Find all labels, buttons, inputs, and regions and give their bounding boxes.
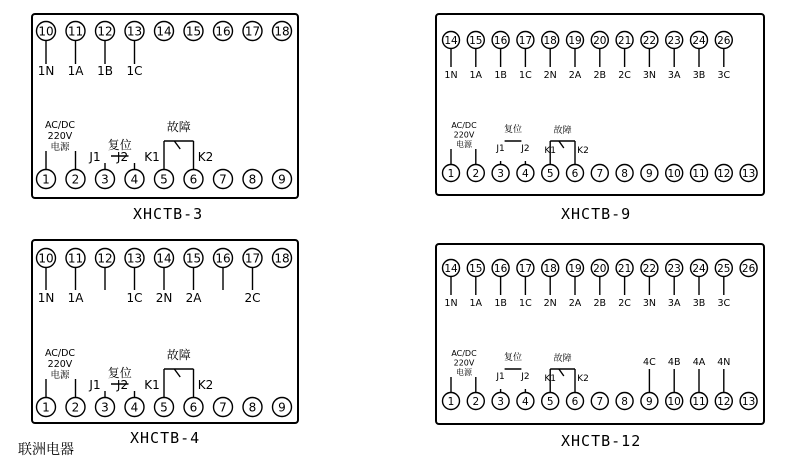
svg-text:1: 1 <box>447 395 455 408</box>
svg-text:6: 6 <box>189 172 198 187</box>
p4-power-label-2: 电源 <box>456 368 472 377</box>
panel-title-xhctb-4: XHCTB-4 <box>130 429 201 447</box>
svg-text:14: 14 <box>156 251 172 266</box>
svg-text:5: 5 <box>160 172 168 187</box>
p1-power-label-1: 220V <box>47 131 73 142</box>
p4-top-terminal-25 <box>715 260 732 277</box>
p4-top-label-14: 1N <box>444 298 458 309</box>
svg-text:10: 10 <box>38 24 54 39</box>
p2-top-terminal-18 <box>542 32 559 49</box>
p3-top-label-15: 2A <box>185 291 202 305</box>
svg-text:20: 20 <box>593 34 607 47</box>
svg-text:6: 6 <box>189 400 198 415</box>
p2-bottom-terminal-12 <box>715 165 732 182</box>
p3-bottom-terminal-2 <box>66 398 85 417</box>
p1-power-label-0: AC/DC <box>44 120 76 131</box>
svg-text:14: 14 <box>444 34 458 47</box>
p3-bottom-terminal-3 <box>96 398 115 417</box>
p4-top-label-25: 3C <box>717 298 731 309</box>
p4-bottom-terminal-13 <box>740 393 757 410</box>
p2-bottom-terminal-4 <box>517 165 534 182</box>
p1-top-label-13: 1C <box>126 64 143 78</box>
p1-top-label-10: 1N <box>37 64 55 78</box>
svg-text:1: 1 <box>42 172 50 187</box>
p1-top-label-12: 1B <box>97 64 113 78</box>
brand-watermark: 联洲电器 <box>18 442 74 458</box>
p4-bottom-terminal-2 <box>467 393 484 410</box>
svg-text:19: 19 <box>568 262 582 275</box>
p1-top-terminal-11 <box>66 22 85 41</box>
p2-top-label-17: 1C <box>519 70 532 81</box>
p1-j2-label: J2 <box>116 150 129 164</box>
svg-text:12: 12 <box>97 251 113 266</box>
p4-bottom-terminal-5 <box>542 393 559 410</box>
svg-text:16: 16 <box>215 24 231 39</box>
p3-power-label-1: 220V <box>47 359 73 370</box>
p4-top-label-16: 1B <box>494 298 507 309</box>
svg-text:17: 17 <box>244 251 261 266</box>
p2-top-label-14: 1N <box>444 70 458 81</box>
p2-power-label-2: 电源 <box>456 140 472 149</box>
p2-top-terminal-24 <box>691 32 708 49</box>
svg-text:24: 24 <box>692 34 706 47</box>
p4-bottom-terminal-7 <box>591 393 608 410</box>
svg-text:25: 25 <box>717 262 731 275</box>
svg-text:10: 10 <box>667 167 681 180</box>
p4-top-terminal-21 <box>616 260 633 277</box>
p4-top-terminal-20 <box>591 260 608 277</box>
svg-text:13: 13 <box>126 24 143 39</box>
p3-top-terminal-14 <box>155 249 174 268</box>
p2-top-label-16: 1B <box>494 70 507 81</box>
p2-bottom-terminal-8 <box>616 165 633 182</box>
svg-text:13: 13 <box>126 251 143 266</box>
p2-top-terminal-16 <box>492 32 509 49</box>
p2-k2-label: K2 <box>577 146 589 156</box>
svg-text:4: 4 <box>522 395 529 408</box>
p4-power-label-0: AC/DC <box>451 349 477 358</box>
svg-text:17: 17 <box>518 262 533 275</box>
svg-text:3: 3 <box>497 395 504 408</box>
p3-power-label-2: 电源 <box>50 370 70 381</box>
svg-text:16: 16 <box>493 262 508 275</box>
svg-text:19: 19 <box>568 34 582 47</box>
svg-text:6: 6 <box>571 395 579 408</box>
svg-text:11: 11 <box>67 24 84 39</box>
svg-text:10: 10 <box>38 251 54 266</box>
p1-fault-switch <box>174 141 180 149</box>
p4-reset-label: 复位 <box>503 353 523 363</box>
panel-title-xhctb-3: XHCTB-3 <box>133 205 204 223</box>
svg-text:26: 26 <box>741 262 756 275</box>
svg-text:13: 13 <box>741 395 756 408</box>
p1-top-terminal-16 <box>214 22 233 41</box>
svg-text:18: 18 <box>274 24 290 39</box>
svg-text:2: 2 <box>71 400 80 415</box>
p2-top-terminal-14 <box>443 32 460 49</box>
svg-text:9: 9 <box>646 395 653 408</box>
p4-top-label-22: 3N <box>642 298 656 309</box>
p2-j2-label: J2 <box>521 144 530 154</box>
p3-power-label-0: AC/DC <box>44 348 76 359</box>
p2-top-label-21: 2C <box>618 70 631 81</box>
p3-top-terminal-10 <box>37 249 56 268</box>
p2-top-terminal-21 <box>616 32 633 49</box>
p4-bottom-terminal-1 <box>443 393 460 410</box>
svg-text:5: 5 <box>546 167 554 180</box>
p4-top-terminal-14 <box>443 260 460 277</box>
p4-top-label-21: 2C <box>618 298 631 309</box>
p4-fault-switch <box>559 369 564 376</box>
p2-bottom-terminal-11 <box>691 165 708 182</box>
svg-text:21: 21 <box>617 34 632 47</box>
p2-top-label-18: 2N <box>543 70 557 81</box>
p4-top-terminal-24 <box>691 260 708 277</box>
p4-top-label-20: 2B <box>593 298 607 309</box>
svg-text:22: 22 <box>642 262 657 275</box>
p4-bottom-terminal-8 <box>616 393 633 410</box>
p4-j2-label: J2 <box>521 372 530 382</box>
svg-text:7: 7 <box>596 167 604 180</box>
panel-title-xhctb-12: XHCTB-12 <box>561 432 642 450</box>
p3-bottom-terminal-8 <box>243 398 262 417</box>
p4-top-label-24: 3B <box>692 298 706 309</box>
p2-bottom-terminal-3 <box>492 165 509 182</box>
svg-text:11: 11 <box>692 395 706 408</box>
p2-top-terminal-22 <box>641 32 658 49</box>
svg-text:16: 16 <box>215 251 231 266</box>
panel-title-xhctb-9: XHCTB-9 <box>561 205 632 223</box>
p2-top-label-19: 2A <box>568 70 582 81</box>
p4-bottom-label-10: 4B <box>667 357 681 368</box>
svg-text:7: 7 <box>219 172 227 187</box>
svg-text:26: 26 <box>717 34 731 47</box>
p2-power-label-1: 220V <box>453 130 475 140</box>
p1-top-terminal-13 <box>125 22 144 41</box>
p1-reset-label: 复位 <box>107 138 132 152</box>
p3-top-terminal-11 <box>66 249 85 268</box>
p1-fault-label: 故障 <box>166 120 191 134</box>
p1-bottom-terminal-1 <box>37 170 56 189</box>
p3-top-terminal-13 <box>125 249 144 268</box>
p3-fault-label: 故障 <box>166 348 191 362</box>
p4-top-terminal-23 <box>666 260 683 277</box>
svg-text:5: 5 <box>160 400 168 415</box>
p3-fault-switch <box>174 369 180 377</box>
svg-text:15: 15 <box>185 251 202 266</box>
svg-text:11: 11 <box>692 167 706 180</box>
p2-power-label-0: AC/DC <box>451 121 477 130</box>
p1-top-terminal-10 <box>37 22 56 41</box>
p4-top-label-18: 2N <box>543 298 557 309</box>
p4-top-terminal-15 <box>467 260 484 277</box>
svg-text:4: 4 <box>130 400 139 415</box>
p4-j1-label: J1 <box>496 372 505 382</box>
p1-power-label-2: 电源 <box>50 142 70 153</box>
p4-k2-label: K2 <box>577 374 589 384</box>
svg-text:18: 18 <box>274 251 290 266</box>
p2-top-label-23: 3A <box>667 70 681 81</box>
p4-fault-label: 故障 <box>553 354 572 364</box>
p1-bottom-terminal-9 <box>273 170 292 189</box>
svg-text:6: 6 <box>571 167 579 180</box>
svg-text:8: 8 <box>621 395 628 408</box>
p3-top-label-10: 1N <box>37 291 55 305</box>
p4-bottom-terminal-12 <box>715 393 732 410</box>
p4-bottom-label-9: 4C <box>643 357 656 368</box>
p3-k2-label: K2 <box>197 378 214 392</box>
p2-top-label-22: 3N <box>642 70 656 81</box>
svg-text:15: 15 <box>469 262 483 275</box>
svg-text:9: 9 <box>278 400 286 415</box>
p3-k1-label: K1 <box>144 378 160 392</box>
p4-top-terminal-18 <box>542 260 559 277</box>
p2-top-terminal-23 <box>666 32 683 49</box>
p4-bottom-terminal-3 <box>492 393 509 410</box>
p1-k2-label: K2 <box>197 150 214 164</box>
svg-text:4: 4 <box>130 172 139 187</box>
p3-bottom-terminal-9 <box>273 398 292 417</box>
p1-top-terminal-15 <box>184 22 203 41</box>
p3-top-label-17: 2C <box>244 291 261 305</box>
p1-bottom-terminal-2 <box>66 170 85 189</box>
svg-text:12: 12 <box>717 167 731 180</box>
p3-top-label-14: 2N <box>155 291 173 305</box>
p2-bottom-terminal-13 <box>740 165 757 182</box>
p3-top-terminal-18 <box>273 249 292 268</box>
p4-top-label-19: 2A <box>568 298 582 309</box>
p1-k1-label: K1 <box>144 150 160 164</box>
svg-text:9: 9 <box>278 172 286 187</box>
svg-text:7: 7 <box>219 400 227 415</box>
p2-top-label-24: 3B <box>692 70 706 81</box>
p2-reset-label: 复位 <box>503 125 523 135</box>
p1-top-terminal-14 <box>155 22 174 41</box>
p2-bottom-terminal-10 <box>666 165 683 182</box>
svg-text:11: 11 <box>67 251 84 266</box>
p4-top-terminal-17 <box>517 260 534 277</box>
svg-text:20: 20 <box>593 262 607 275</box>
svg-text:2: 2 <box>71 172 80 187</box>
p3-bottom-terminal-5 <box>155 398 174 417</box>
svg-text:5: 5 <box>546 395 554 408</box>
svg-text:1: 1 <box>447 167 455 180</box>
p3-top-label-11: 1A <box>67 291 84 305</box>
svg-text:18: 18 <box>543 34 557 47</box>
svg-text:18: 18 <box>543 262 557 275</box>
p4-bottom-terminal-9 <box>641 393 658 410</box>
p4-top-label-17: 1C <box>519 298 532 309</box>
p4-top-terminal-26 <box>740 260 757 277</box>
p4-top-terminal-19 <box>567 260 584 277</box>
p2-fault-switch <box>559 141 564 148</box>
p2-fault-label: 故障 <box>553 126 572 136</box>
p4-k1-label: K1 <box>544 374 557 384</box>
svg-text:24: 24 <box>692 262 706 275</box>
p1-top-terminal-18 <box>273 22 292 41</box>
p3-bottom-terminal-6 <box>184 398 203 417</box>
svg-text:15: 15 <box>185 24 202 39</box>
p1-top-terminal-12 <box>96 22 115 41</box>
svg-text:13: 13 <box>741 167 756 180</box>
p2-top-label-20: 2B <box>593 70 607 81</box>
p3-top-terminal-16 <box>214 249 233 268</box>
p2-bottom-terminal-1 <box>443 165 460 182</box>
p1-j1-label: J1 <box>89 150 101 164</box>
p4-top-label-15: 1A <box>469 298 483 309</box>
svg-text:3: 3 <box>101 400 109 415</box>
svg-text:1: 1 <box>42 400 50 415</box>
p3-bottom-terminal-4 <box>125 398 144 417</box>
svg-text:14: 14 <box>156 24 172 39</box>
svg-text:12: 12 <box>97 24 113 39</box>
p2-top-terminal-26 <box>715 32 732 49</box>
p2-k1-label: K1 <box>544 146 557 156</box>
p1-top-terminal-17 <box>243 22 262 41</box>
p1-bottom-terminal-6 <box>184 170 203 189</box>
p3-j1-label: J1 <box>89 378 101 392</box>
p1-bottom-terminal-5 <box>155 170 174 189</box>
p2-top-terminal-20 <box>591 32 608 49</box>
svg-text:3: 3 <box>497 167 504 180</box>
p4-power-label-1: 220V <box>453 358 475 368</box>
svg-text:8: 8 <box>248 172 257 187</box>
svg-text:17: 17 <box>518 34 533 47</box>
p4-bottom-label-11: 4A <box>692 357 706 368</box>
svg-text:8: 8 <box>248 400 257 415</box>
p2-top-terminal-15 <box>467 32 484 49</box>
p3-top-terminal-15 <box>184 249 203 268</box>
svg-text:4: 4 <box>522 167 529 180</box>
p3-top-terminal-12 <box>96 249 115 268</box>
p1-bottom-terminal-7 <box>214 170 233 189</box>
p4-bottom-terminal-10 <box>666 393 683 410</box>
svg-text:2: 2 <box>472 167 480 180</box>
p4-top-terminal-16 <box>492 260 509 277</box>
p2-top-terminal-17 <box>517 32 534 49</box>
p3-top-label-13: 1C <box>126 291 143 305</box>
p4-top-label-23: 3A <box>667 298 681 309</box>
svg-text:3: 3 <box>101 172 109 187</box>
svg-text:23: 23 <box>667 262 681 275</box>
p4-top-terminal-22 <box>641 260 658 277</box>
p2-bottom-terminal-7 <box>591 165 608 182</box>
p1-bottom-terminal-4 <box>125 170 144 189</box>
p2-top-label-15: 1A <box>469 70 483 81</box>
svg-text:8: 8 <box>621 167 628 180</box>
p2-top-terminal-19 <box>567 32 584 49</box>
p3-bottom-terminal-1 <box>37 398 56 417</box>
p2-bottom-terminal-2 <box>467 165 484 182</box>
p1-bottom-terminal-3 <box>96 170 115 189</box>
svg-text:2: 2 <box>472 395 480 408</box>
svg-text:17: 17 <box>244 24 261 39</box>
p1-top-label-11: 1A <box>67 64 84 78</box>
p4-bottom-terminal-11 <box>691 393 708 410</box>
svg-text:22: 22 <box>642 34 657 47</box>
p3-reset-label: 复位 <box>107 366 132 380</box>
p2-bottom-terminal-6 <box>567 165 584 182</box>
svg-text:10: 10 <box>667 395 681 408</box>
svg-text:14: 14 <box>444 262 458 275</box>
p4-bottom-label-12: 4N <box>717 357 731 368</box>
p2-j1-label: J1 <box>496 144 505 154</box>
p2-bottom-terminal-9 <box>641 165 658 182</box>
p2-bottom-terminal-5 <box>542 165 559 182</box>
p3-bottom-terminal-7 <box>214 398 233 417</box>
p2-top-label-26: 3C <box>717 70 731 81</box>
p3-j2-label: J2 <box>116 378 129 392</box>
svg-text:9: 9 <box>646 167 653 180</box>
p4-bottom-terminal-4 <box>517 393 534 410</box>
svg-text:16: 16 <box>493 34 508 47</box>
p3-top-terminal-17 <box>243 249 262 268</box>
p1-bottom-terminal-8 <box>243 170 262 189</box>
svg-text:15: 15 <box>469 34 483 47</box>
p4-bottom-terminal-6 <box>567 393 584 410</box>
svg-text:23: 23 <box>667 34 681 47</box>
svg-text:7: 7 <box>596 395 604 408</box>
svg-text:21: 21 <box>617 262 632 275</box>
svg-text:12: 12 <box>717 395 731 408</box>
